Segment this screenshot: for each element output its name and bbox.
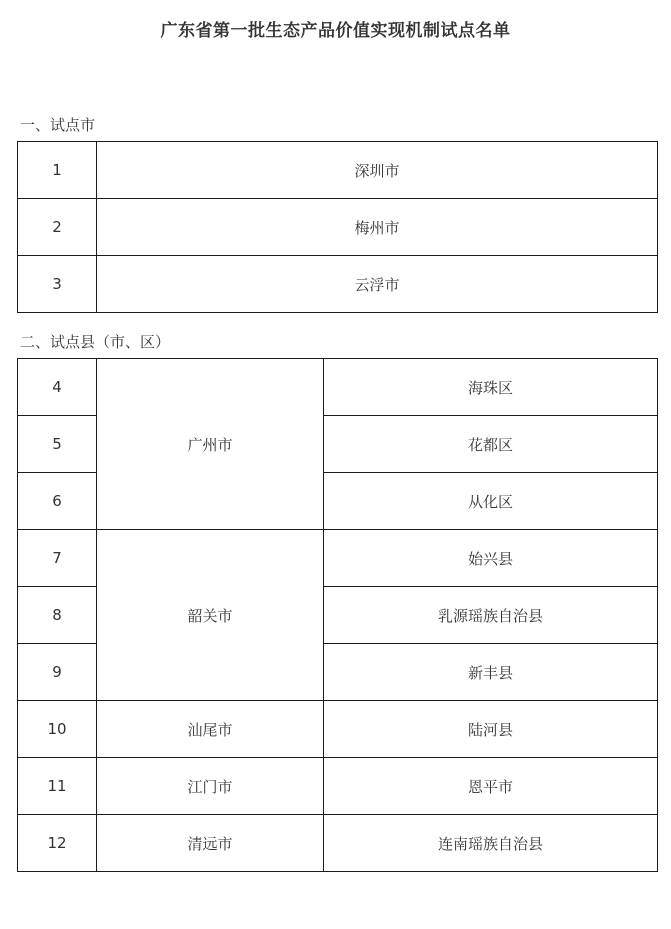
table-row — [18, 142, 658, 199]
county-name: 连南瑶族自治县 — [324, 815, 658, 872]
county-name: 新丰县 — [324, 644, 658, 701]
row-number: 10 — [18, 701, 97, 758]
city-name: 韶关市 — [97, 530, 324, 701]
county-name: 恩平市 — [324, 758, 658, 815]
row-number: 8 — [18, 587, 97, 644]
row-number: 3 — [18, 256, 97, 313]
table-row — [18, 815, 658, 872]
county-name: 陆河县 — [324, 701, 658, 758]
section-heading-pilot-counties: 二、试点县（市、区） — [20, 333, 171, 351]
row-number: 7 — [18, 530, 97, 587]
table-row — [18, 758, 658, 815]
city-name: 深圳市 — [97, 142, 658, 199]
table-row — [18, 530, 658, 587]
city-name: 梅州市 — [97, 199, 658, 256]
row-number: 4 — [18, 359, 97, 416]
row-number: 6 — [18, 473, 97, 530]
city-name: 清远市 — [97, 815, 324, 872]
table-row — [18, 256, 658, 313]
row-number: 11 — [18, 758, 97, 815]
city-name: 云浮市 — [97, 256, 658, 313]
county-name: 始兴县 — [324, 530, 658, 587]
row-number: 9 — [18, 644, 97, 701]
table-row — [18, 199, 658, 256]
row-number: 2 — [18, 199, 97, 256]
county-name: 花都区 — [324, 416, 658, 473]
pilot-counties-table — [17, 358, 658, 872]
page-title: 广东省第一批生态产品价值实现机制试点名单 — [160, 21, 511, 41]
city-name: 广州市 — [97, 359, 324, 530]
pilot-cities-table — [17, 141, 658, 313]
row-number: 12 — [18, 815, 97, 872]
table-row — [18, 359, 658, 416]
city-name: 江门市 — [97, 758, 324, 815]
county-name: 乳源瑶族自治县 — [324, 587, 658, 644]
section-heading-pilot-cities: 一、试点市 — [20, 116, 96, 134]
county-name: 从化区 — [324, 473, 658, 530]
table-row — [18, 701, 658, 758]
city-name: 汕尾市 — [97, 701, 324, 758]
row-number: 5 — [18, 416, 97, 473]
county-name: 海珠区 — [324, 359, 658, 416]
row-number: 1 — [18, 142, 97, 199]
